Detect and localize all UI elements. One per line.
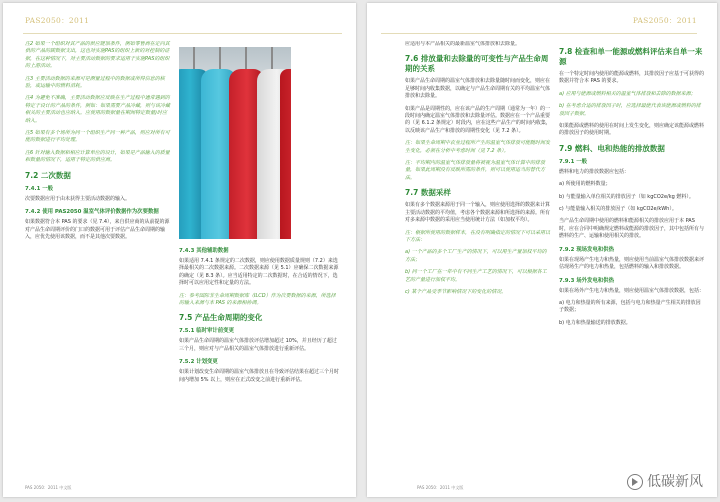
list-item: b) 在考虑合适的排放因子时，应选择最能代表该能源或燃料的排放因子数据。: [559, 103, 701, 117]
watermark-text: 低碳新风: [647, 474, 703, 490]
subsection-heading: 7.9.2 现场发电和供热: [559, 246, 614, 253]
subsection-heading: 7.4.2 使用 PAS2050 温室气体评价数据作为次要数据: [25, 209, 159, 216]
paragraph: 次要数据应用于由未获得主要活动数据的输入。: [25, 195, 131, 202]
watermark: [627, 471, 703, 491]
paragraph: 注2 如果一个组织对其产品的供应链加条件，例如零售商在定向其供的产品的碳数据支出，这也对实施PAS的组织上新的对控制的证据，在这种情况下，对主要活动数据的要求适用于实施PAS的组织的上游活动。: [25, 41, 170, 70]
header-rule: [23, 33, 342, 34]
subsection-heading: 7.4.3 其他辅助数据: [179, 248, 229, 254]
right-column-2: [559, 41, 705, 486]
note: 注：根据所使用的数据样本，在没有明确指定的情况下可以采用以下方法：: [405, 229, 551, 243]
subsection-heading: 7.4.1 一般: [25, 185, 54, 192]
right-column-1: [405, 41, 551, 481]
paragraph: 如果有多个数据来源用于同一个输入，则应使用选择的数据来计算主要活动数据的平均值，考虑各个数据来源和所选择的来源。所有对多来源中数据的采用应当使用统计方法（如加权平均）。: [405, 202, 551, 224]
paragraph: 如果在场外产生电力和热量，则应使用温室气体排放数据，包括：: [559, 287, 705, 294]
paragraph: 如果数据符合本 PAS 的要求（见 7.4），来自供应商的从前提的源对产品生命周期评价的门口的数据可用于评估产品生命周期的输入，应优先使用该数据，而不是其他次要数据。: [25, 219, 170, 240]
list-item: c) 某个产品受季节影响情况下的变化的情况。: [405, 288, 507, 295]
paragraph: 注6 针对输入数据和相应计算单位的设计，如果是产品输入的质量和数量的情况下，适用于特定的供应商。: [25, 149, 170, 164]
note: 注：参考国际非生命周期数据库（ILCD）作为次要数据的来源，所选择的输入来源与本 PAS 的来源相协调。: [179, 292, 336, 307]
section-heading: 7.6 排放量和去除量的可变性与产品生命周期的关系: [405, 54, 549, 74]
paragraph: 注5 如果有多个场所为同一个组织生产同一种产品，则应对所有可能的数据进行平均处理。: [25, 130, 170, 144]
section-heading: 7.9 燃料、电和热能的排放数据: [559, 143, 665, 153]
right-page-footer: PAS 2050：2011 中文版: [417, 485, 464, 490]
section-heading: 7.7 数据采样: [405, 188, 451, 198]
paragraph: 如果在现场产生电力和热量，则应使用当前温室气体排放数据来评估现场生产的电力和热量，包括燃料的输入和排放数据。: [559, 256, 705, 271]
paragraph: 当产品生命周期中使用的燃料和能源相关的排放应用于本 PAS 时，应在合同中明确规定燃料或能源的排放因子，其中包括所有与燃料的生产、运输和使用相关的排放。: [559, 218, 705, 240]
section-heading: 7.2 二次数据: [25, 170, 71, 180]
note: 注：平均期内的温室气体排放量将被视为温室气体计算中的排放量，如果此周期没有反映所需的条件，则可以使用适当的替代方法。: [405, 160, 546, 181]
paragraph: 注3 主要活动数据的来源可是测量过程中的数据或所得信息的核验，或运输中的燃料消耗。: [25, 75, 165, 90]
paragraph: 如果适用 7.4.1 条规定的二次数据，则应使用数据质量规则（7.2）来选择最相关的二次数据来源。二次数据来源（见 5.1）应确保二次数据来源的确定（见 8.3 条）。应当适用特定的二次数据时，在合适的情况下，选择时可以应用定性和定量的方法。: [179, 258, 339, 287]
subsection-heading: 7.5.1 临时审计前变更: [179, 328, 234, 335]
play-icon: [627, 474, 643, 490]
list-item: a) 应用与能源或燃料相关的温室气体排放和去除的数据来源；: [559, 90, 696, 97]
list-item: a) 一个产品的多个工厂生产的情况下，可以用生产量加权平均的方法；: [405, 249, 547, 263]
paragraph: 在一个特定时间内使用的能源或燃料，其排放因子应基于可获得的数据并符合本 PAS 的要求。: [559, 71, 705, 85]
left-column-1: [25, 41, 171, 481]
right-page: [367, 3, 717, 497]
subsection-heading: 7.5.2 计划变更: [179, 359, 218, 366]
left-column-2: [179, 243, 339, 483]
list-item: a) 所使用的燃料数量；: [559, 181, 611, 188]
list-item: c) 与能量输入相关的排放因子（如 kgCO2e/kWh）。: [559, 206, 677, 213]
subsection-heading: 7.9.3 场外发电和供热: [559, 277, 614, 284]
right-page-header: PAS2050：2011: [632, 16, 697, 25]
subsection-heading: 7.9.1 一般: [559, 158, 588, 165]
paragraph: 如果产品是周期性的，应在该产品的生产周期（通常为一年）的一段时间内确定温室气体排放和去除量评估。数据应在一个产品重要的（见 6.1.2 条规定）时段内，应在这些产品生产的时间内收集，以反映该产品生产和排放的周期性变化（见 7.2 条）。: [405, 105, 551, 134]
paragraph: 应适用与本产品相关的最新温室气体排放和去除量。: [405, 41, 521, 47]
jacket-red-edge: [280, 69, 291, 239]
list-item: b) 同一个工厂在一年中有不同生产工艺的情况下，可以根据各工艺的产量进行加权平均。: [405, 269, 547, 283]
section-heading: 7.8 检查和单一能源或燃料评估来自单一来源: [559, 47, 703, 66]
note: 注：如果生命周期中农业过程所产生的温室气体排放可能随时间发生变化，必须在分析中考虑时间（见 7.2 条）。: [405, 140, 551, 154]
header-rule: [381, 33, 697, 34]
list-item: a) 电力和热量的所有来源，包括与电力和热量产生相关的排放因子数据；: [559, 299, 701, 314]
jackets-photo: [179, 47, 291, 239]
paragraph: 如果计划改变生命周期的温室气体排放且在导致评估结果在超过三个月时间内增加 5% 以上，则应在正式改变之前进行重新评估。: [179, 369, 339, 383]
list-item: b) 与能量输入单位相关的排放因子（如 kgCO2e/kg 燃料）。: [559, 193, 694, 200]
left-page-footer: PAS 2050：2011 中文版: [25, 485, 72, 490]
left-page-header: PAS2050：2011: [25, 16, 90, 25]
paragraph: 如果产品生命周期的温室气体排放评估增加超过 10%，并且经历了超过三个月，则应对与产品相关的温室气体排放进行重新评估。: [179, 338, 337, 352]
paragraph: 如果能源或燃料的使用在时间上发生变化，则应确定该能源或燃料的排放因子的使用时期。: [559, 123, 705, 137]
paragraph: 如果产品生命周期的温室气体排放和去除量随时间而变化，则应在足够时间内收集数据，以确定与产品生命周期有关的平均温室气体排放和去除量。: [405, 78, 551, 100]
section-heading: 7.5 产品生命周期的变化: [179, 313, 263, 323]
paragraph: 燃料和电力的排放数据应包括：: [559, 168, 630, 175]
left-page: [3, 3, 356, 497]
list-item: b) 电力和热量输送的排放数据。: [559, 319, 631, 326]
paragraph: 注4 为避免不准确，主要活动数据应反映在生产过程中通常遇到的特定于设计的产品的条件，例如：如果需要产品冷藏，则与该冷藏相关的主要活动也应纳入。应使用的数据量在期间特定数量)时应纳入。: [25, 95, 171, 124]
